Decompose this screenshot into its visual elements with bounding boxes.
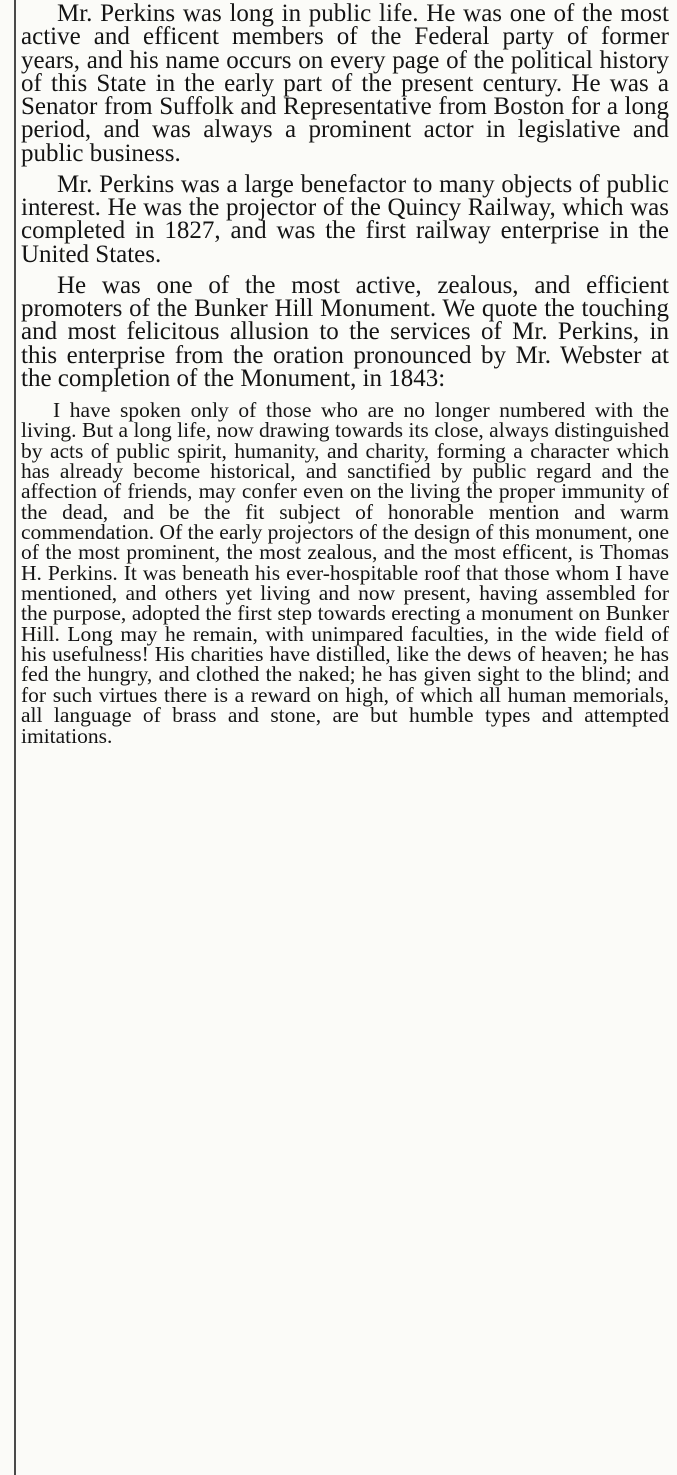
article-body (21, 2, 669, 767)
webster-quotation: I have spoken only of those who are no longer numbered with the living. But a long life, now drawing towards its close, always distinguished by acts of public spirit, humanity, and charity, forming a character which has already become historical, and sanctified by public regard and the affection of friends, may confer even on the living the proper immunity of the dead, and be the fit subject of honorable mention and warm commendation. Of the early projectors of the design of this monument, one of the most prominent, the most zealous, and the most efficent, is Thomas H. Perkins. It was beneath his ever-hospitable roof that those whom I have mentioned, and others yet living and now present, having assembled for the purpose, adopted the first step towards erecting a monument on Bunker Hill. Long may he remain, with unimpared faculties, in the wide field of his usefulness! His charities have distilled, like the dews of heaven; he has fed the hungry, and clothed the naked; he has given sight to the blind; and for such virtues there is a reward on high, of which all human memorials, all language of brass and stone, are but humble types and attempted imitations. (21, 398, 669, 748)
paragraph-public-life: Mr. Perkins was long in public life. He was one of the most active and efficent members of the Federal party of former years, and his name occurs on every page of the political history of this State in the early part of the present century. He was a Senator from Suffolk and Representative from Boston for a long period, and was always a prominent actor in legislative and public business. (21, 0, 669, 167)
paragraph-benefactor: Mr. Perkins was a large benefactor to many objects of public interest. He was the projector of the Quincy Railway, which was completed in 1827, and was the first railway enterprise in the United States. (21, 170, 669, 268)
paragraph-monument-promoter: He was one of the most active, zealous, and efficient promoters of the Bunker Hill Monument. We quote the touching and most felicitous allusion to the services of Mr. Perkins, in this enterprise from the oration pronounced by Mr. Webster at the completion of the Monument, in 1843: (21, 271, 669, 392)
column-rule (14, 0, 16, 1475)
